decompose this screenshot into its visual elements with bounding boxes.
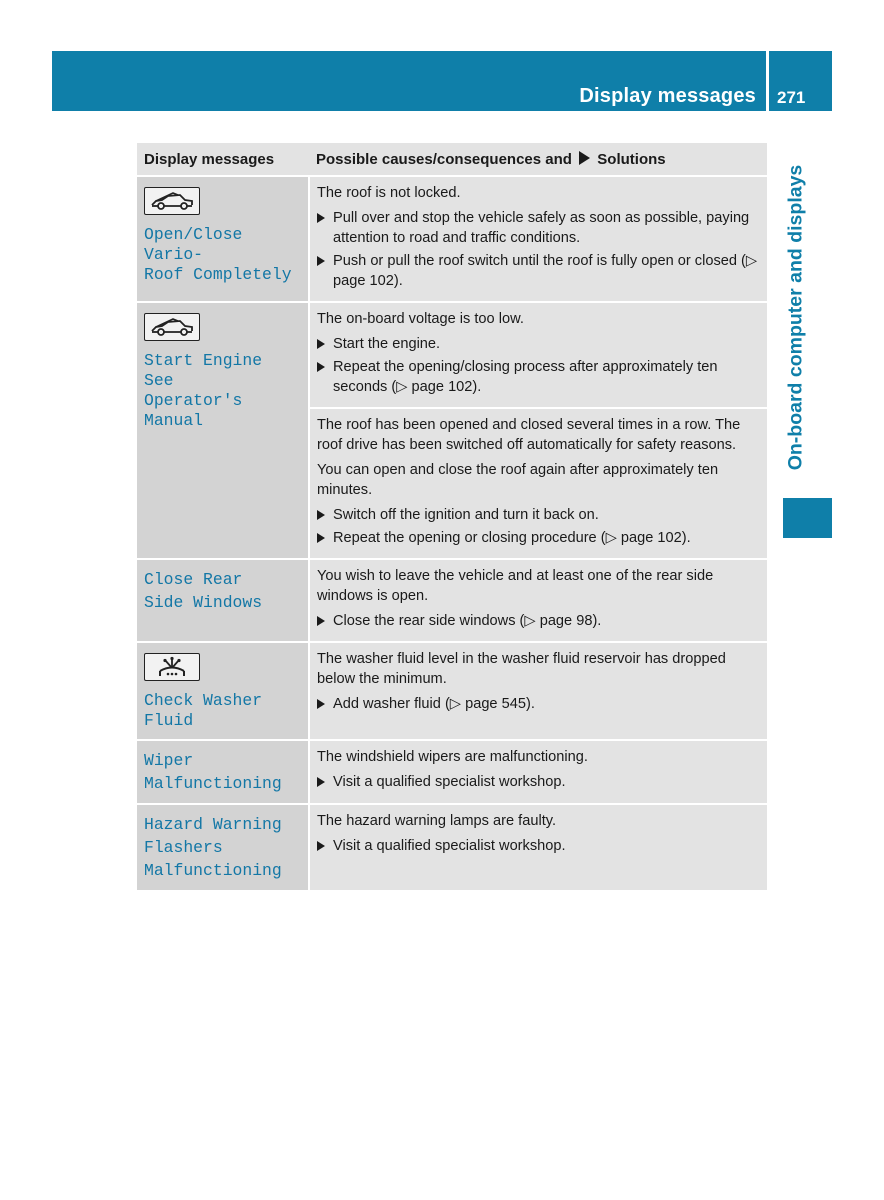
step-arrow-icon bbox=[317, 616, 325, 626]
solution-step-text: Add washer fluid (▷ page 545). bbox=[333, 696, 535, 712]
header-bar bbox=[52, 51, 766, 111]
display-message-cell bbox=[137, 176, 309, 302]
washer-fluid-icon bbox=[144, 653, 200, 681]
page-number-box bbox=[769, 51, 832, 111]
cause-text: The roof is not locked. bbox=[317, 185, 461, 201]
table-row bbox=[137, 642, 767, 740]
step-arrow-icon bbox=[317, 533, 325, 543]
display-messages-table bbox=[137, 143, 767, 892]
step-arrow-icon bbox=[317, 362, 325, 372]
solution-step bbox=[317, 611, 760, 631]
step-arrow-icon bbox=[317, 510, 325, 520]
solution-step-text: Repeat the opening/closing process after approximately ten seconds (▷ page 102). bbox=[333, 359, 718, 395]
solution-step-text: Switch off the ignition and turn it back on. bbox=[333, 507, 599, 523]
cause-text: The hazard warning lamps are faulty. bbox=[317, 813, 557, 829]
solution-step bbox=[317, 836, 760, 856]
display-message-text: Hazard Warning Flashers Malfunctioning bbox=[144, 815, 282, 880]
chapter-tab bbox=[781, 140, 811, 495]
solution-cell bbox=[309, 176, 767, 302]
step-arrow-icon bbox=[317, 841, 325, 851]
display-message-cell bbox=[137, 642, 309, 740]
solution-step bbox=[317, 528, 760, 548]
display-message-cell bbox=[137, 804, 309, 891]
step-arrow-icon bbox=[317, 339, 325, 349]
cause-text: You can open and close the roof again after approximately ten minutes. bbox=[317, 462, 719, 498]
step-arrow-icon bbox=[317, 256, 325, 266]
solution-step bbox=[317, 694, 760, 714]
cause-text: The windshield wipers are malfunctioning. bbox=[317, 749, 588, 765]
convertible-roof-icon bbox=[144, 187, 200, 215]
page-number: 271 bbox=[777, 88, 806, 107]
solution-cell bbox=[309, 302, 767, 408]
column-header-solutions-pre: Possible causes/consequences and bbox=[316, 151, 572, 168]
solution-step bbox=[317, 334, 760, 354]
solution-step bbox=[317, 357, 760, 397]
solution-step-text: Pull over and stop the vehicle safely as soon as possible, paying attention to road and traffic conditions. bbox=[333, 210, 750, 246]
solution-cell bbox=[309, 559, 767, 642]
chapter-marker bbox=[783, 498, 832, 538]
cause-text: You wish to leave the vehicle and at least one of the rear side windows is open. bbox=[317, 568, 714, 604]
table-row bbox=[137, 740, 767, 804]
solution-step-text: Close the rear side windows (▷ page 98). bbox=[333, 613, 602, 629]
display-message-cell bbox=[137, 740, 309, 804]
solution-step bbox=[317, 505, 760, 525]
solution-step-text: Repeat the opening or closing procedure (▷ page 102). bbox=[333, 530, 691, 546]
column-header-solutions-post: Solutions bbox=[597, 151, 666, 168]
table-body bbox=[137, 176, 767, 891]
solution-step-text: Visit a qualified specialist workshop. bbox=[333, 838, 566, 854]
arrow-right-icon bbox=[579, 151, 590, 165]
solution-cell bbox=[309, 642, 767, 740]
display-message-text: Open/Close Vario- Roof Completely bbox=[144, 225, 292, 284]
column-header-solutions bbox=[309, 143, 767, 176]
cause-text: The washer fluid level in the washer fluid reservoir has dropped below the minimum. bbox=[317, 651, 726, 687]
table-row bbox=[137, 559, 767, 642]
display-message-text: Start Engine See Operator's Manual bbox=[144, 351, 263, 430]
display-message-cell bbox=[137, 302, 309, 559]
chapter-tab-label: On-board computer and displays bbox=[784, 164, 807, 471]
table-row bbox=[137, 302, 767, 408]
table-row bbox=[137, 176, 767, 302]
solution-step-text: Push or pull the roof switch until the roof is fully open or closed (▷ page 102). bbox=[333, 253, 758, 289]
display-message-cell bbox=[137, 559, 309, 642]
solution-step bbox=[317, 772, 760, 792]
cause-text: The roof has been opened and closed several times in a row. The roof drive has been switched off automatically for safety reasons. bbox=[317, 417, 741, 453]
column-header-messages: Display messages bbox=[137, 143, 309, 176]
solution-cell bbox=[309, 408, 767, 559]
display-message-text: Wiper Malfunctioning bbox=[144, 751, 282, 793]
table-row bbox=[137, 804, 767, 891]
convertible-roof-icon bbox=[144, 313, 200, 341]
solution-step bbox=[317, 251, 760, 291]
solution-cell bbox=[309, 740, 767, 804]
display-message-text: Check Washer Fluid bbox=[144, 691, 272, 730]
solution-cell bbox=[309, 804, 767, 891]
step-arrow-icon bbox=[317, 213, 325, 223]
solution-step bbox=[317, 208, 760, 248]
table-header-row bbox=[137, 143, 767, 176]
solution-step-text: Visit a qualified specialist workshop. bbox=[333, 774, 566, 790]
display-message-text: Close Rear Side Windows bbox=[144, 570, 263, 612]
cause-text: The on-board voltage is too low. bbox=[317, 311, 524, 327]
step-arrow-icon bbox=[317, 699, 325, 709]
solution-step-text: Start the engine. bbox=[333, 336, 441, 352]
step-arrow-icon bbox=[317, 777, 325, 787]
page-title: Display messages bbox=[579, 85, 756, 107]
